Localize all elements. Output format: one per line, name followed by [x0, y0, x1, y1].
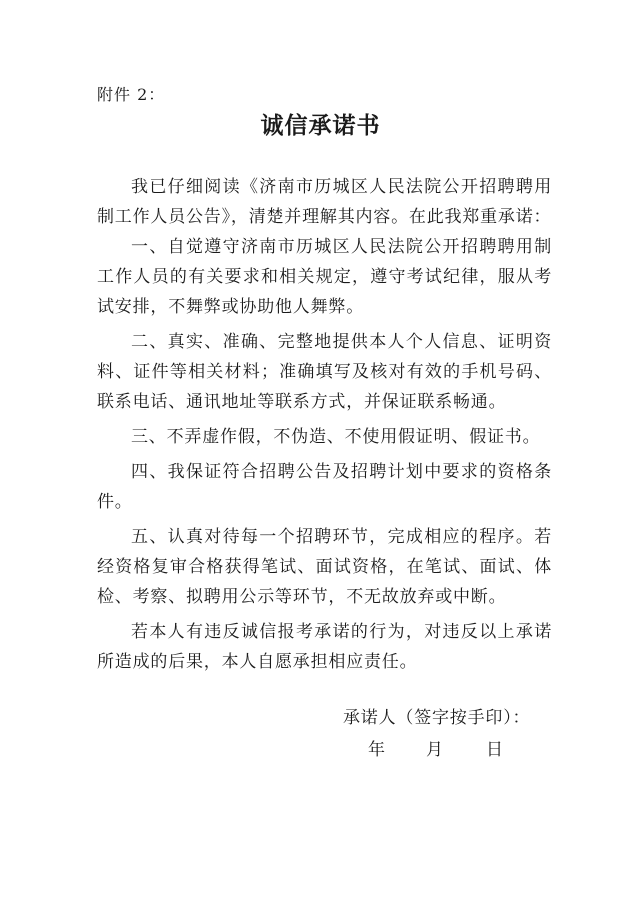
pledge-item-3: 三、不弄虚作假，不伪造、不使用假证明、假证书。 — [131, 427, 541, 447]
document-body — [97, 172, 552, 682]
date-year-label: 年 — [368, 740, 385, 760]
signer-label: 承诺人（签字按手印）： — [343, 708, 531, 728]
pledge-item-5: 五、认真对待每一个招聘环节，完成相应的程序。若经资格复审合格获得笔试、面试资格，在笔试、面试、体检、考察、拟聘用公示等环节，不无故放弃或中断。 — [97, 527, 552, 607]
intro-paragraph: 我已仔细阅读《济南市历城区人民法院公开招聘聘用制工作人员公告》，清楚并理解其内容。在此我郑重承诺： — [97, 177, 552, 227]
attachment-label: 附件 2： — [97, 85, 166, 104]
pledge-item-2: 二、真实、准确、完整地提供本人个人信息、证明资料、证件等相关材料；准确填写及核对有效的手机号码、联系电话、通讯地址等联系方式，并保证联系畅通。 — [97, 332, 552, 412]
date-day-label: 日 — [486, 740, 503, 760]
date-month-label: 月 — [426, 740, 443, 760]
pledge-item-1: 一、自觉遵守济南市历城区人民法院公开招聘聘用制工作人员的有关要求和相关规定，遵守考试纪律，服从考试安排，不舞弊或协助他人舞弊。 — [97, 237, 552, 317]
pledge-item-4: 四、我保证符合招聘公告及招聘计划中要求的资格条件。 — [97, 462, 552, 512]
closing-paragraph: 若本人有违反诚信报考承诺的行为，对违反以上承诺所造成的后果，本人自愿承担相应责任。 — [97, 622, 552, 672]
page-title: 诚信承诺书 — [260, 113, 381, 139]
